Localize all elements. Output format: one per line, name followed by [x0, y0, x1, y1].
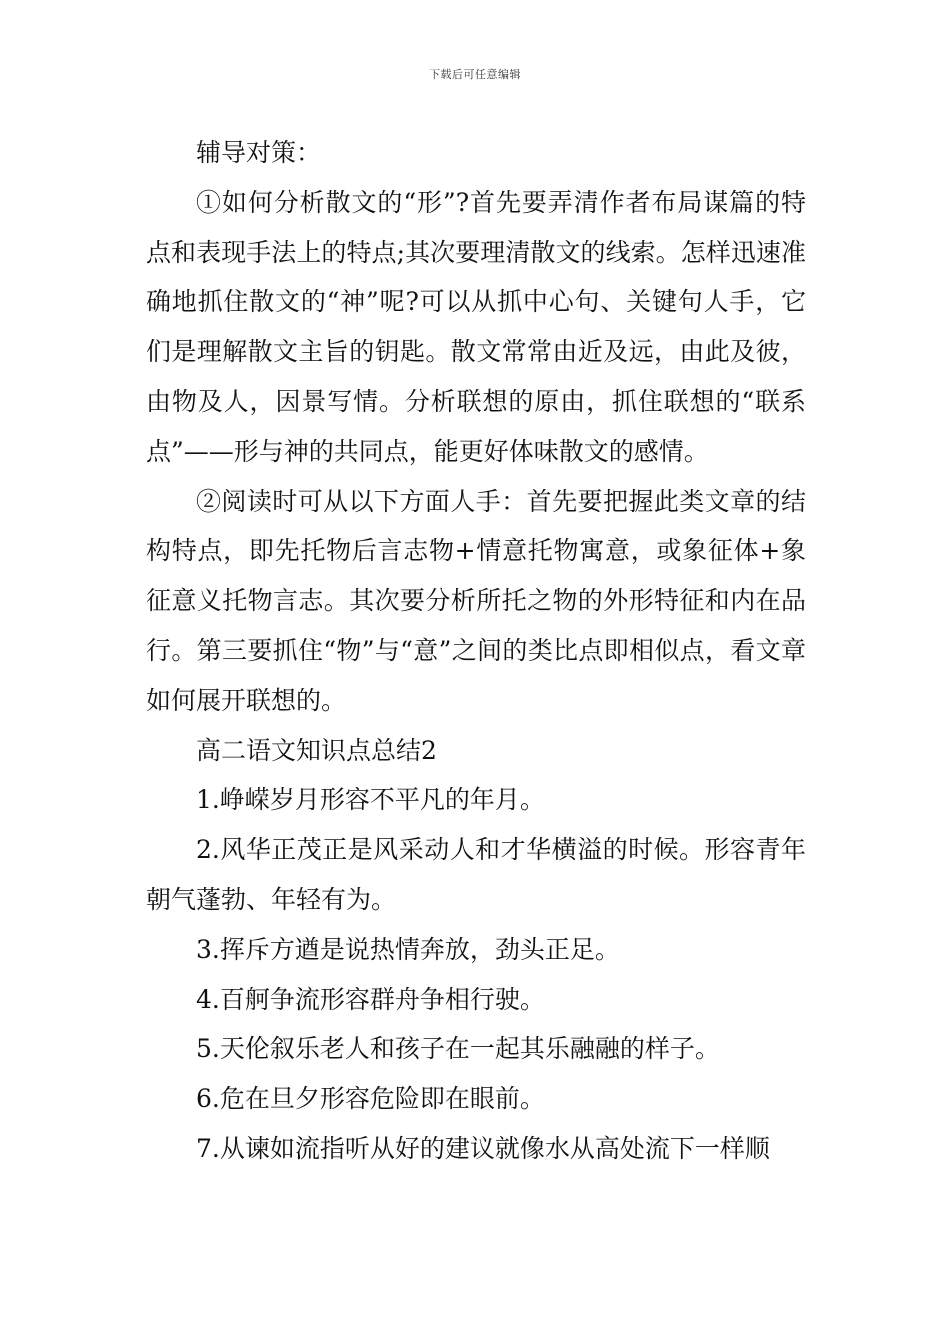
list-item: 6.危在旦夕形容危险即在眼前。 — [196, 1084, 545, 1114]
list-item: 1.峥嵘岁月形容不平凡的年月。 — [196, 785, 545, 815]
list-item: 4.百舸争流形容群舟争相行驶。 — [196, 984, 545, 1014]
list-item: 2.风华正茂正是风采动人和才华横溢的时候。形容青年朝气蓬勃、年轻有为。 — [146, 835, 806, 914]
section-title: 高二语文知识点总结2 — [196, 735, 437, 765]
list-item: 3.挥斥方遒是说热情奔放，劲头正足。 — [196, 934, 620, 964]
page-header: 下载后可任意编辑 — [429, 68, 521, 81]
paragraph-strategy-2: ②阅读时可从以下方面人手：首先要把握此类文章的结构特点，即先托物后言志物+情意托物寓意，或象征体+象征意义托物言志。其次要分析所托之物的外形特征和内在品行。第三要抓住“物”与“意”之间的类比点即相似点，看文章如何展开联想的。 — [146, 486, 806, 715]
paragraph-strategy-1: ①如何分析散文的“形”?首先要弄清作者布局谋篇的特点和表现手法上的特点;其次要理清散文的线索。怎样迅速准确地抓住散文的“神”呢?可以从抓中心句、关键句人手，它们是理解散文主旨的钥匙。散文常常由近及远，由此及彼，由物及人，因景写情。分析联想的原由，抓住联想的“联系点”——形与神的共同点，能更好体味散文的感情。 — [146, 187, 806, 466]
document-body — [146, 128, 806, 1174]
paragraph-guidance-title: 辅导对策： — [196, 138, 322, 167]
list-item: 7.从谏如流指听从好的建议就像水从高处流下一样顺 — [196, 1133, 770, 1163]
list-item: 5.天伦叙乐老人和孩子在一起其乐融融的样子。 — [196, 1034, 720, 1064]
